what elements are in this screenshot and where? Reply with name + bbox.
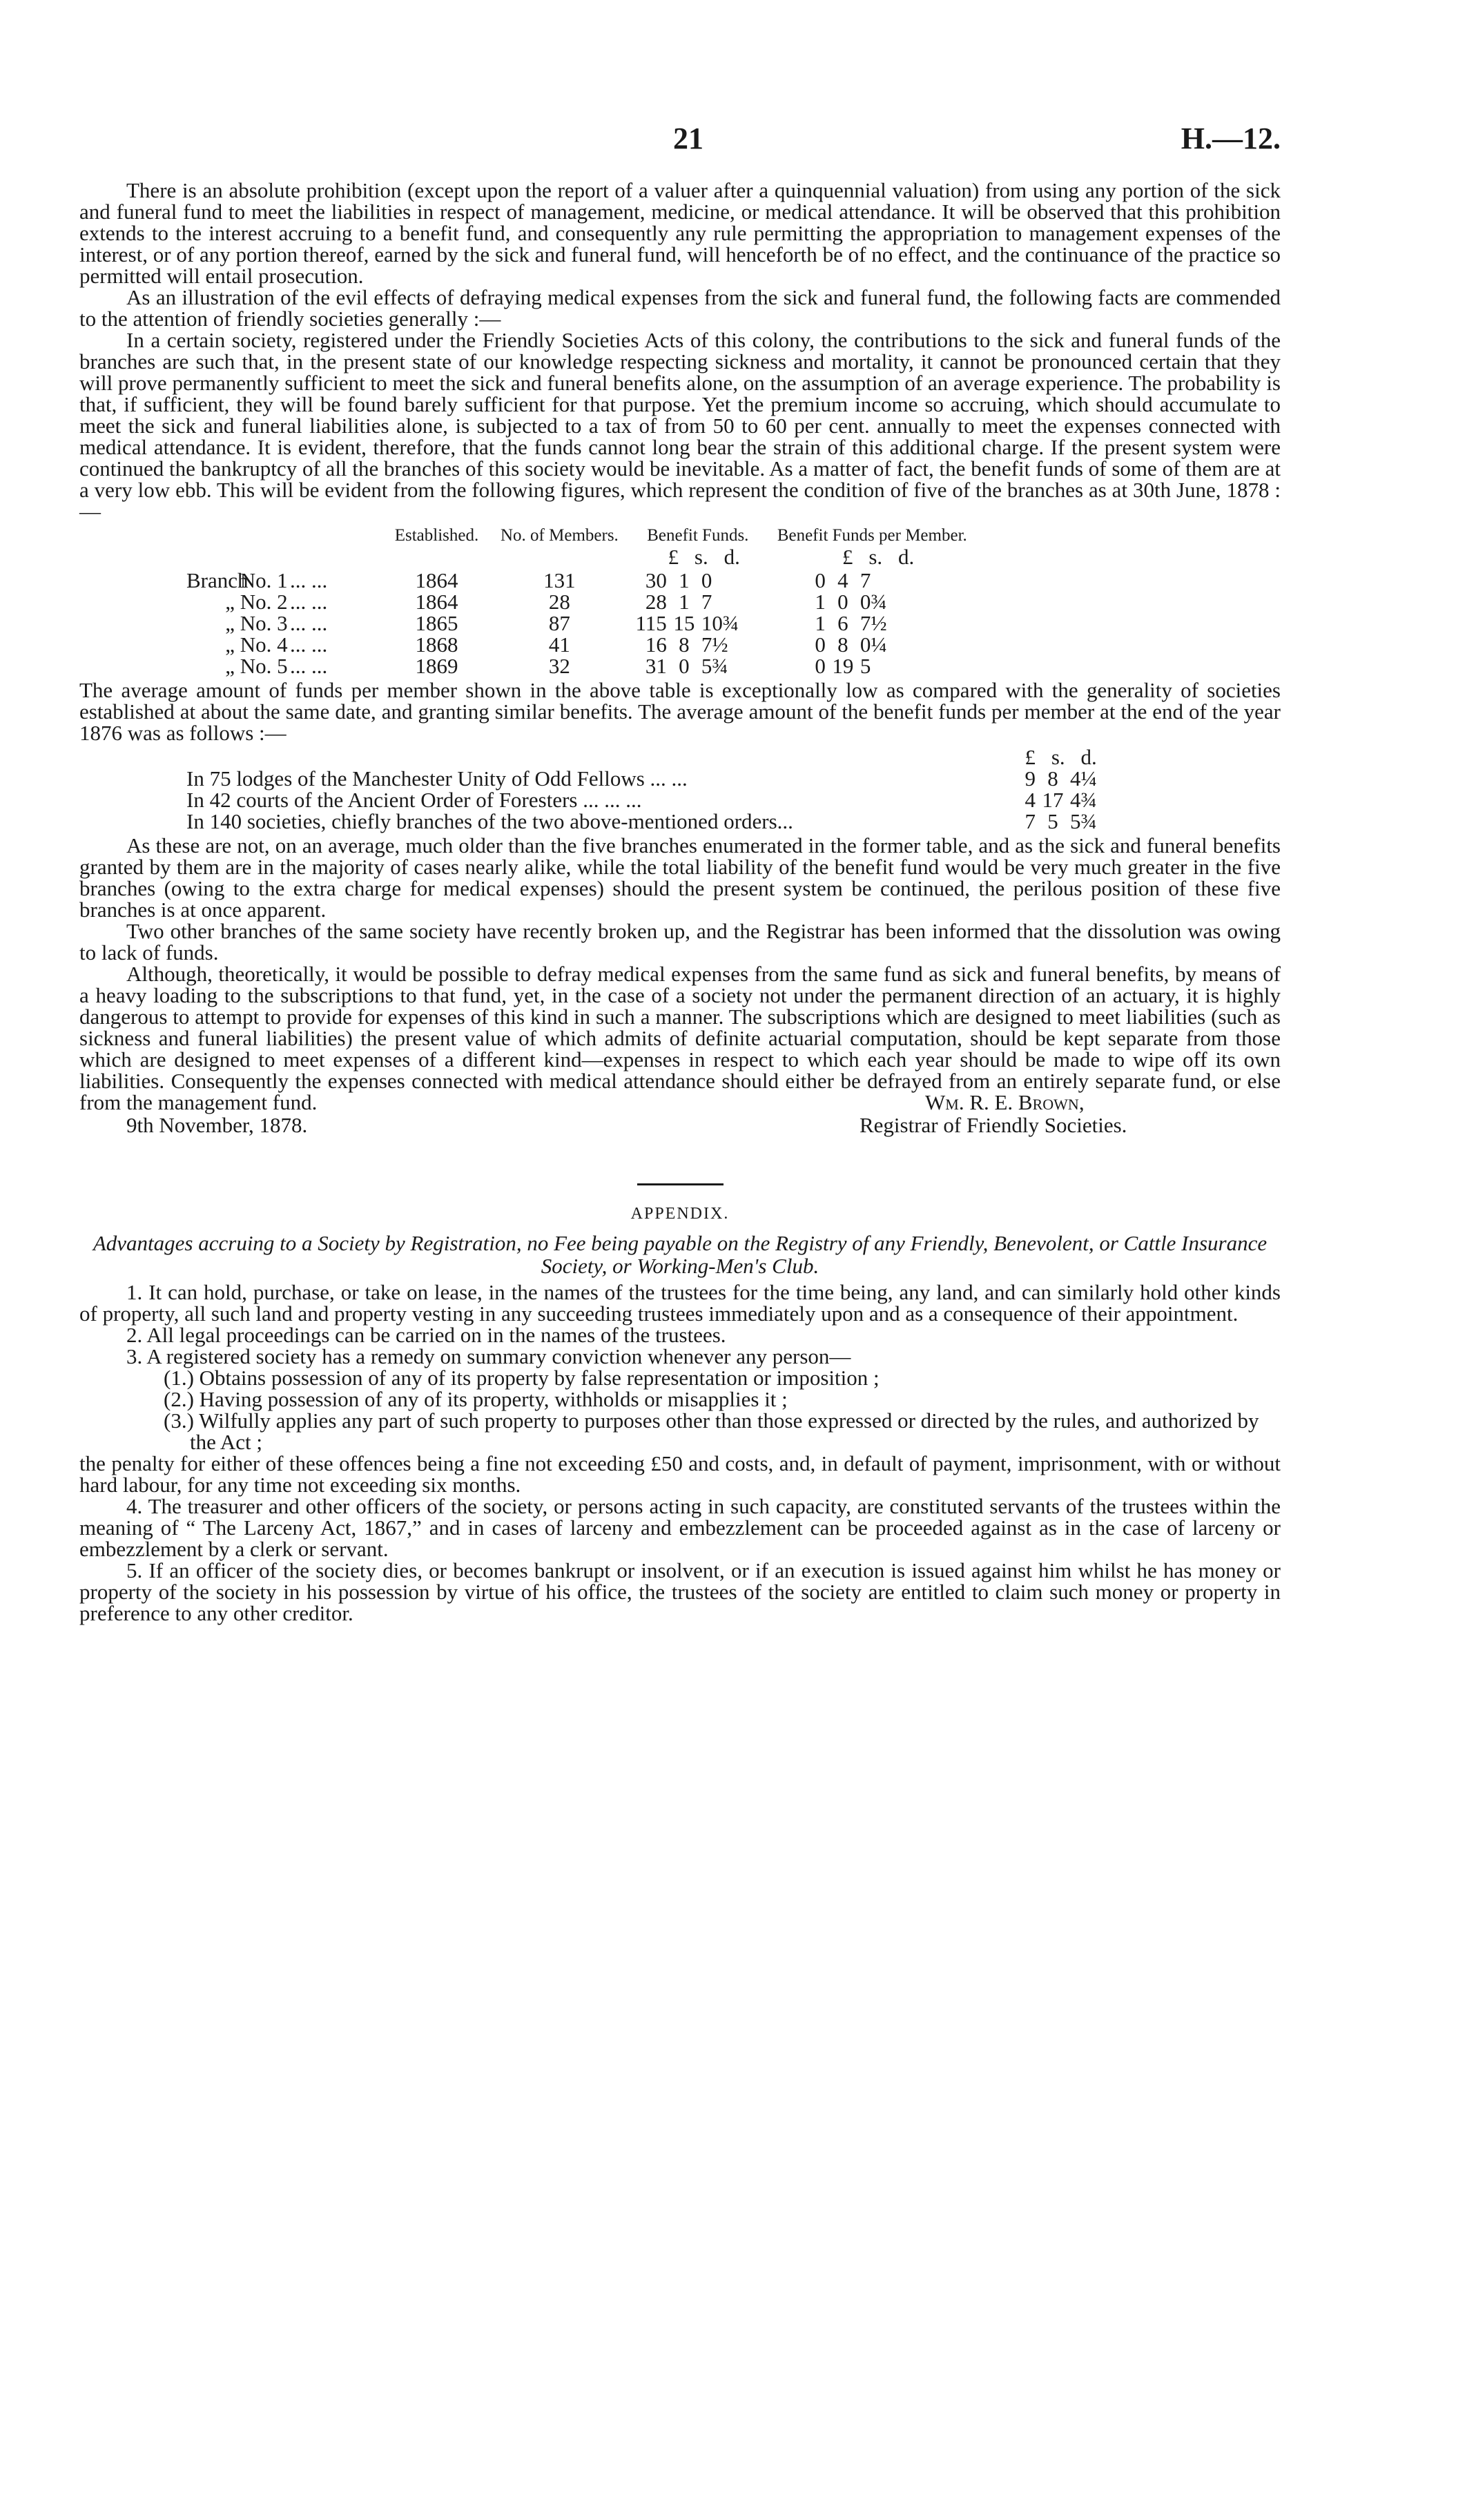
unit-pence: d. <box>1080 745 1097 769</box>
unit-pound: £ <box>842 545 853 569</box>
signature-block <box>79 1090 1281 1157</box>
branch-number: No. 1 <box>240 568 288 592</box>
fund-pence: 7½ <box>701 632 728 657</box>
section-divider <box>637 1183 724 1185</box>
appendix-subitem-2: (2.) Having possession of any of its property, withholds or misapplies it ; <box>164 1387 788 1411</box>
per-member-pounds: 1 <box>815 590 826 614</box>
per-member-shillings: 19 <box>832 654 854 678</box>
average-shillings: 5 <box>1047 809 1058 833</box>
branch-members: 87 <box>548 611 570 635</box>
branch-members: 41 <box>548 632 570 657</box>
col-benefit-funds: Benefit Funds. <box>647 526 749 545</box>
paragraph-prohibition: There is an absolute prohibition (except upon the report of a valuer after a quinquennial valuation) from using any portion of the sick and funeral fund to meet the liabilities in respect of management, medicine, or medical attendance. It will be observed that this prohibition extends to the interest accruing to a benefit fund, and consequently any rule permitting the appropriation to management expenses of the interest, or of any portion thereof, earned by the sick and funeral fund, will henceforth be of no effect, and the continuance of the practice so permitted will entail prosecution. <box>79 178 1281 288</box>
signature-title: Registrar of Friendly Societies. <box>860 1113 1127 1137</box>
branch-table-header <box>186 526 967 545</box>
fund-shillings: 1 <box>679 590 690 614</box>
branch-number: No. 3 <box>240 611 288 635</box>
leader-dots: ... ... <box>290 568 328 592</box>
per-member-pounds: 0 <box>815 654 826 678</box>
appendix-item-4: 4. The treasurer and other officers of the society, or persons acting in such capacity, are constituted servants of the trustees within the meaning of “ The Larceny Act, 1867,” and in cases of larceny and embezzlement can be proceeded against as in the case of larceny or embezzlement by a clerk or servant. <box>79 1494 1281 1561</box>
appendix-item-3: 3. A registered society has a remedy on summary conviction whenever any person— <box>126 1344 851 1368</box>
per-member-pence: 0¾ <box>860 590 887 614</box>
average-label: In 75 lodges of the Manchester Unity of Odd Fellows ... ... <box>186 766 688 791</box>
leader-dots: ... ... <box>290 654 328 678</box>
paragraph-certain-society: In a certain society, registered under the Friendly Societies Acts of this colony, the contributions to the sick and funeral funds of the branches are such that, in the present state of our knowledge respecting sickness and mortality, it cannot be pronounced certain that they will prove permanently sufficient to meet the sick and funeral benefits alone, on the assumption of an average experience. The probability is that, if sufficient, they will be found barely sufficient for that purpose. Yet the premium income so accruing, which should accumulate to meet the sick and funeral liabilities alone, is subjected to a tax of from 50 to 60 per cent. annually to meet the expenses connected with medical attendance. It is evident, therefore, that the funds cannot long bear the strain of this additional charge. If the present system were continued the bankruptcy of all the branches of this society would be inevitable. As a matter of fact, the benefit funds of some of them are at a very low ebb. This will be evident from the following figures, which represent the condition of five of the branches as at 30th June, 1878 :— <box>79 328 1281 523</box>
branch-number: No. 2 <box>240 590 288 614</box>
fund-shillings: 8 <box>679 632 690 657</box>
branch-row <box>186 612 967 634</box>
branch-label: Branch <box>186 568 249 592</box>
branch-number: No. 4 <box>240 632 288 657</box>
branch-members: 32 <box>548 654 570 678</box>
col-established: Established. <box>394 526 479 545</box>
appendix-item-1: 1. It can hold, purchase, or take on lease, in the names of the trustees for the time being, any land, and can similarly hold other kinds of property, all such land and property vesting in any succeeding trustees immediately upon and as a consequence of their appointment. <box>79 1280 1281 1326</box>
leader-dots: ... ... <box>290 590 328 614</box>
per-member-pounds: 1 <box>815 611 826 635</box>
average-row <box>186 768 1116 789</box>
paragraph-average-low: The average amount of funds per member shown in the above table is exceptionally low as compared with the generality of societies established at about the same date, and granting similar benefits. The average amount of the benefit funds per member at the end of the year 1876 was as follows :— <box>79 678 1281 745</box>
page-number: 21 <box>673 122 703 155</box>
paragraph-broken-up: Two other branches of the same society have recently broken up, and the Registrar has been informed that the dissolution was owing to lack of funds. <box>79 919 1281 965</box>
average-shillings: 8 <box>1047 766 1058 791</box>
fund-pence: 7 <box>701 590 712 614</box>
fund-pounds: 115 <box>635 611 667 635</box>
unit-pound: £ <box>1025 745 1036 769</box>
per-member-shillings: 0 <box>837 590 848 614</box>
per-member-shillings: 4 <box>837 568 848 592</box>
branch-label: „ <box>225 611 235 635</box>
paragraph-illustration: As an illustration of the evil effects of defraying medical expenses from the sick and funeral fund, the following facts are commended to the attention of friendly societies generally :— <box>79 285 1281 331</box>
paragraph-five-branches: As these are not, on an average, much older than the five branches enumerated in the former table, and as the sick and funeral benefits granted by them are in the majority of cases nearly alike, while the total liability of the benefit fund would be very much greater in the five branches (owing to the extra charge for medical expenses) should the present system be continued, the perilous position of these five branches is at once apparent. <box>79 833 1281 922</box>
unit-pence: d. <box>724 545 740 569</box>
branch-number: No. 5 <box>240 654 288 678</box>
leader-dots: ... ... <box>290 632 328 657</box>
per-member-pounds: 0 <box>815 632 826 657</box>
leader-dots: ... ... <box>290 611 328 635</box>
branch-row <box>186 570 967 591</box>
appendix-item-3-continued: the penalty for either of these offences being a fine not exceeding £50 and costs, and, in default of payment, imprisonment, with or without hard labour, for any time not exceeding six months. <box>79 1451 1281 1497</box>
branch-table-body <box>186 570 967 677</box>
branch-established: 1864 <box>415 568 458 592</box>
appendix-subitem-1: (1.) Obtains possession of any of its property by false representation or imposition ; <box>164 1366 880 1390</box>
fund-shillings: 1 <box>679 568 690 592</box>
branch-table <box>186 526 967 677</box>
branch-members: 28 <box>548 590 570 614</box>
per-member-shillings: 6 <box>837 611 848 635</box>
fund-pounds: 28 <box>645 590 667 614</box>
averages-table <box>186 746 1116 832</box>
unit-shilling: s. <box>694 545 708 569</box>
branch-established: 1864 <box>415 590 458 614</box>
per-member-pence: 0¼ <box>860 632 887 657</box>
per-member-pence: 7½ <box>860 611 887 635</box>
unit-pence: d. <box>898 545 915 569</box>
branch-table-units <box>186 545 967 570</box>
branch-label: „ <box>225 590 235 614</box>
appendix-item-2: 2. All legal proceedings can be carried on in the names of the trustees. <box>126 1323 726 1347</box>
unit-pound: £ <box>668 545 679 569</box>
appendix-item-5: 5. If an officer of the society dies, or becomes bankrupt or insolvent, or if an execution is issued against him whilst he has money or property of the society in his possession by virtue of his office, the trustees of the society are entitled to claim such money or property in preference to any other creditor. <box>79 1558 1281 1625</box>
branch-label: „ <box>225 654 235 678</box>
appendix-title: Advantages accruing to a Society by Registration, no Fee being payable on the Registry of any Friendly, Benevolent, or Cattle Insurance Society, or Working-Men's Club. <box>93 1231 1268 1278</box>
average-pounds: 7 <box>1025 809 1036 833</box>
branch-row <box>186 655 967 677</box>
per-member-pounds: 0 <box>815 568 826 592</box>
fund-pence: 5¾ <box>701 654 728 678</box>
averages-body <box>186 768 1116 832</box>
unit-shilling: s. <box>868 545 883 569</box>
average-pence: 5¾ <box>1070 809 1097 833</box>
signature-date: 9th November, 1878. <box>126 1113 308 1137</box>
fund-shillings: 0 <box>679 654 690 678</box>
fund-pence: 0 <box>701 568 712 592</box>
per-member-shillings: 8 <box>837 632 848 657</box>
signature-name: Wm. R. E. Brown, <box>925 1090 1085 1114</box>
fund-pounds: 16 <box>645 632 667 657</box>
document-code: H.—12. <box>1181 122 1281 155</box>
per-member-pence: 5 <box>860 654 871 678</box>
average-pence: 4¾ <box>1070 788 1097 812</box>
document-page <box>79 124 1281 1624</box>
average-label: In 42 courts of the Ancient Order of Foresters ... ... ... <box>186 788 642 812</box>
unit-shilling: s. <box>1051 745 1065 769</box>
fund-shillings: 15 <box>673 611 695 635</box>
branch-members: 131 <box>543 568 576 592</box>
branch-row <box>186 591 967 612</box>
fund-pounds: 31 <box>645 654 667 678</box>
appendix-subitem-3: (3.) Wilfully applies any part of such property to purposes other than those expressed or directed by the rules, and authorized by the Act ; <box>164 1408 1259 1454</box>
col-members: No. of Members. <box>501 526 619 545</box>
per-member-pence: 7 <box>860 568 871 592</box>
branch-established: 1869 <box>415 654 458 678</box>
average-pounds: 4 <box>1025 788 1036 812</box>
averages-units <box>186 746 1116 768</box>
average-shillings: 17 <box>1042 788 1064 812</box>
branch-label: „ <box>225 632 235 657</box>
branch-established: 1865 <box>415 611 458 635</box>
fund-pounds: 30 <box>645 568 667 592</box>
fund-pence: 10¾ <box>701 611 739 635</box>
branch-established: 1868 <box>415 632 458 657</box>
branch-row <box>186 634 967 655</box>
average-row <box>186 811 1116 832</box>
appendix-heading: APPENDIX. <box>630 1205 730 1223</box>
paragraph-theoretically: Although, theoretically, it would be possible to defray medical expenses from the same fund as sick and funeral benefits, by means of a heavy loading to the subscriptions to that fund, yet, in the case of a society not under the permanent direction of an actuary, it is highly dangerous to attempt to provide for expenses of this kind in such a manner. The subscriptions which are designed to meet liabilities (such as sickness and funeral liabilities) the present value of which admits of definite actuarial computation, should be kept separate from those which are designed to meet expenses of a different kind—expenses in respect to which each year should be made to wipe off its own liabilities. Consequently the expenses connected with medical attendance should either be defrayed from an entirely separate fund, or else from the management fund. <box>79 962 1281 1114</box>
average-pence: 4¼ <box>1070 766 1097 791</box>
average-label: In 140 societies, chiefly branches of the two above-mentioned orders... <box>186 809 793 833</box>
average-pounds: 9 <box>1025 766 1036 791</box>
page-header <box>79 124 1281 180</box>
average-row <box>186 789 1116 811</box>
col-funds-per-member: Benefit Funds per Member. <box>777 526 967 545</box>
